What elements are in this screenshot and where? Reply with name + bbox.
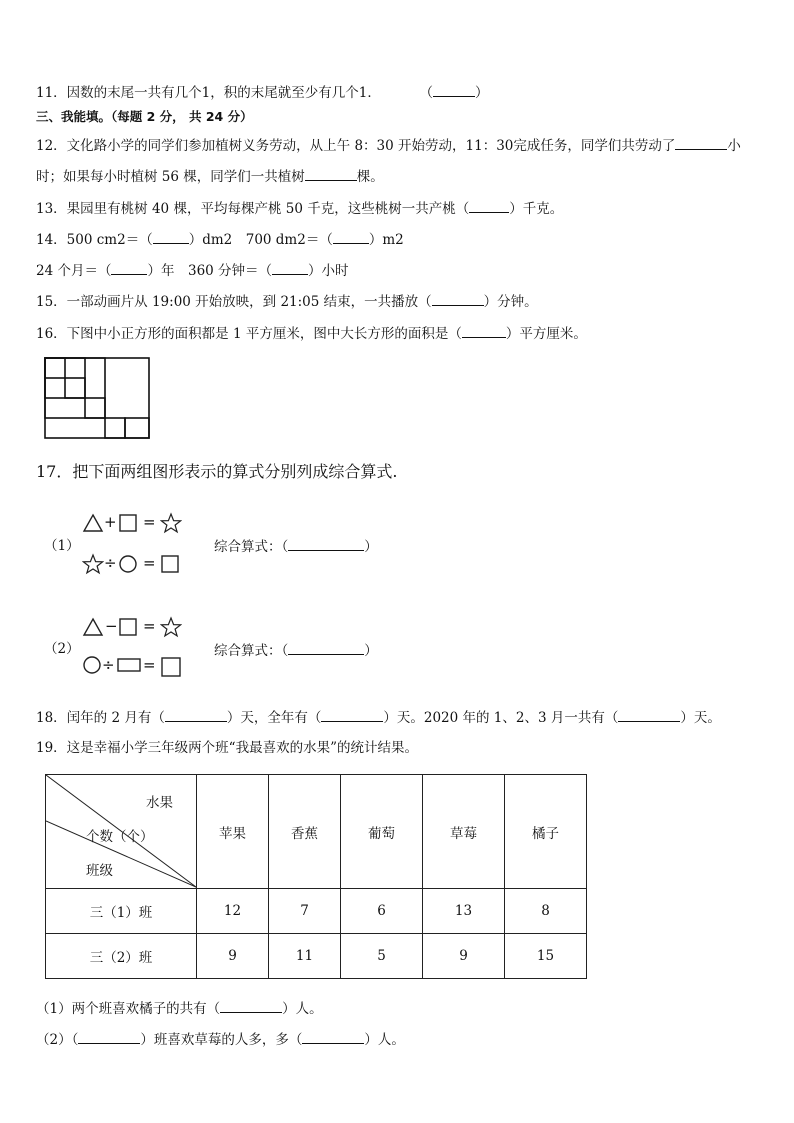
formula-label: 综合算式：（ — [214, 539, 289, 555]
question-12-unit: 小 — [727, 138, 741, 154]
question-12-line-2 — [36, 166, 384, 186]
fruit-stats-table — [45, 774, 587, 979]
class-name-cell: 三（1）班 — [46, 889, 197, 934]
fruit-header: 苹果 — [197, 775, 269, 889]
answer-blank[interactable] — [433, 82, 475, 97]
table-header-row — [46, 775, 587, 889]
answer-blank[interactable] — [333, 229, 369, 244]
table-row — [46, 934, 587, 979]
question-16-text: 16．下图中小正方形的面积都是 1 平方厘米，图中大长方形的面积是（ — [36, 326, 462, 342]
paren-close: ） — [364, 539, 378, 555]
question-19-sub-2-text-a: （2）（ — [36, 1032, 79, 1048]
answer-blank[interactable] — [288, 640, 364, 655]
question-12-line-1 — [36, 135, 741, 155]
header-count-label: 个数（个） — [86, 829, 154, 845]
answer-blank[interactable] — [462, 323, 506, 338]
answer-blank[interactable] — [165, 707, 227, 722]
equals-sign: = — [143, 513, 156, 531]
answer-blank[interactable] — [111, 260, 147, 275]
square-icon — [160, 656, 182, 678]
question-19-sub-2-unit: ）人。 — [364, 1032, 405, 1048]
value-cell: 9 — [423, 934, 505, 979]
value-cell: 12 — [197, 889, 269, 934]
part-2-label: （2） — [44, 641, 80, 657]
equals-sign: = — [143, 554, 156, 572]
question-13-text: 13．果园里有桃树 40 棵，平均每棵产桃 50 千克，这些桃树一共产桃（ — [36, 201, 470, 217]
question-19-sub-2 — [36, 1029, 405, 1049]
value-cell: 11 — [269, 934, 341, 979]
question-12-unit-2: 棵。 — [356, 169, 384, 185]
question-14-text-a: 14．500 cm2＝（ — [36, 232, 153, 248]
triangle-icon — [82, 617, 104, 637]
answer-blank[interactable] — [675, 135, 727, 150]
value-cell: 6 — [341, 889, 423, 934]
question-18-text-b: ）天，全年有（ — [226, 710, 322, 726]
formula-answer-1 — [214, 536, 378, 556]
question-11-text: 11．因数的末尾一共有几个1，积的末尾就至少有几个1． — [36, 85, 381, 101]
header-fruit-label: 水果 — [146, 795, 173, 811]
answer-blank[interactable] — [618, 707, 680, 722]
question-18-text-c: ）天。2020 年的 1、2、3 月一共有（ — [383, 710, 619, 726]
section-3-heading: 三、我能填。（每题 2 分， 共 24 分） — [36, 109, 253, 124]
rectangle-icon — [116, 657, 142, 673]
question-15-unit: ）分钟。 — [483, 294, 538, 310]
star-icon — [160, 512, 182, 534]
question-14-line-2 — [36, 260, 349, 280]
answer-blank[interactable] — [305, 166, 357, 181]
paren-close: ） — [474, 85, 489, 101]
question-14-text-e: ）年 360 分钟＝（ — [147, 263, 273, 279]
question-14-line-1 — [36, 229, 404, 249]
question-17-title: 17．把下面两组图形表示的算式分别列成综合算式. — [36, 462, 398, 481]
plus-sign: + — [104, 513, 117, 531]
part-1-label: （1） — [44, 538, 80, 554]
question-13 — [36, 198, 563, 218]
square-icon — [118, 513, 138, 533]
divide-sign: ÷ — [102, 656, 115, 674]
question-19-sub-1-text: （1）两个班喜欢橘子的共有（ — [36, 1001, 221, 1017]
circle-icon — [118, 554, 138, 574]
answer-blank[interactable] — [288, 536, 364, 551]
fruit-header: 橘子 — [505, 775, 587, 889]
question-19-intro: 19．这是幸福小学三年级两个班“我最喜欢的水果”的统计结果。 — [36, 740, 418, 756]
equals-sign: = — [143, 617, 156, 635]
answer-blank[interactable] — [220, 998, 282, 1013]
triangle-icon — [82, 513, 104, 533]
question-12-text-2: 时；如果每小时植树 56 棵，同学们一共植树 — [36, 169, 305, 185]
value-cell: 13 — [423, 889, 505, 934]
star-icon — [82, 553, 104, 575]
question-18-text-d: ）天。 — [680, 710, 721, 726]
square-icon — [118, 617, 138, 637]
circle-icon — [82, 655, 102, 675]
header-class-label: 班级 — [86, 863, 113, 879]
answer-blank[interactable] — [272, 260, 308, 275]
paren-close: ） — [364, 643, 378, 659]
question-14-text-c: ）m2 — [368, 232, 404, 248]
question-14-text-d: 24 个月＝（ — [36, 263, 112, 279]
answer-blank[interactable] — [302, 1029, 364, 1044]
question-19-sub-2-text-b: ）班喜欢草莓的人多，多（ — [140, 1032, 303, 1048]
question-18 — [36, 707, 721, 727]
value-cell: 5 — [341, 934, 423, 979]
square-icon — [160, 554, 180, 574]
answer-blank[interactable] — [321, 707, 383, 722]
question-12-text: 12．文化路小学的同学们参加植树义务劳动，从上午 8：30 开始劳动，11：30完成任务，同学们共劳动了 — [36, 138, 676, 154]
star-icon — [160, 616, 182, 638]
fruit-header: 葡萄 — [341, 775, 423, 889]
diagonal-header-cell — [46, 775, 197, 889]
question-11 — [36, 82, 488, 102]
answer-blank[interactable] — [469, 198, 509, 213]
divide-sign: ÷ — [104, 554, 117, 572]
question-15 — [36, 291, 538, 311]
fruit-header: 香蕉 — [269, 775, 341, 889]
value-cell: 9 — [197, 934, 269, 979]
paren-open: （ — [419, 85, 433, 101]
question-14-text-b: ）dm2 700 dm2＝（ — [188, 232, 333, 248]
minus-sign: − — [105, 617, 118, 635]
formula-answer-2 — [214, 640, 378, 660]
fruit-header: 草莓 — [423, 775, 505, 889]
value-cell: 7 — [269, 889, 341, 934]
value-cell: 15 — [505, 934, 587, 979]
question-15-text: 15．一部动画片从 19:00 开始放映，到 21:05 结束，一共播放（ — [36, 294, 432, 310]
equals-sign: = — [143, 656, 156, 674]
class-name-cell: 三（2）班 — [46, 934, 197, 979]
value-cell: 8 — [505, 889, 587, 934]
question-19-sub-1 — [36, 998, 323, 1018]
answer-blank[interactable] — [153, 229, 189, 244]
table-row — [46, 889, 587, 934]
question-19-sub-1-unit: ）人。 — [282, 1001, 323, 1017]
question-16-unit: ）平方厘米。 — [505, 326, 587, 342]
formula-label: 综合算式：（ — [214, 643, 289, 659]
question-13-unit: ）千克。 — [509, 201, 564, 217]
rectangle-squares-figure — [44, 357, 152, 441]
question-16 — [36, 323, 587, 343]
question-14-text-f: ）小时 — [308, 263, 349, 279]
answer-blank[interactable] — [432, 291, 484, 306]
answer-blank[interactable] — [78, 1029, 140, 1044]
question-18-text-a: 18．闰年的 2 月有（ — [36, 710, 165, 726]
